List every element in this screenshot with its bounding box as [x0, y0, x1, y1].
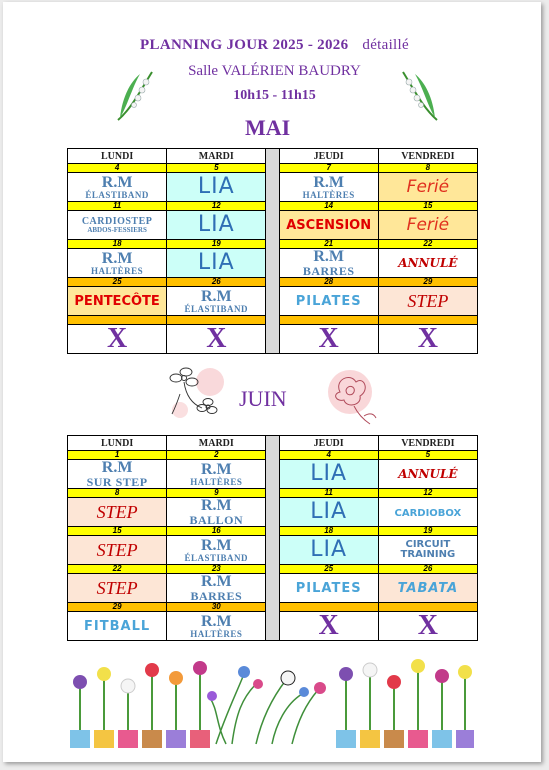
date-number: 19 [378, 527, 477, 536]
course-cell [279, 612, 378, 641]
course-title: FITBALL [84, 619, 151, 634]
course-cell [167, 287, 266, 316]
course-cell [279, 173, 378, 202]
course-title: LIA [197, 174, 235, 199]
date-number: 22 [68, 565, 167, 574]
date-number: 16 [167, 527, 266, 536]
date-number: 18 [68, 240, 167, 249]
pink-rose-icon [320, 364, 382, 428]
course-cell [167, 249, 266, 278]
course-cell [167, 498, 266, 527]
date-number: 5 [167, 164, 266, 173]
course-title: CARDIOSTEP [81, 215, 153, 227]
date-number: 26 [378, 565, 477, 574]
course-cell [68, 287, 167, 316]
course-cell [68, 498, 167, 527]
course-cell [167, 612, 266, 641]
course-cell [378, 536, 477, 565]
course-cell [279, 574, 378, 603]
course-title: R.M [200, 497, 232, 514]
course-title: R.M [200, 460, 232, 478]
date-number: 12 [167, 202, 266, 211]
course-title: R.M [101, 459, 133, 476]
no-class-mark: X [318, 610, 339, 641]
course-detail: HALTÈRES [302, 189, 355, 200]
date-number: 8 [378, 164, 477, 173]
course-cell [68, 574, 167, 603]
course-cell [167, 574, 266, 603]
course-detail: BALLON [189, 513, 244, 527]
course-cell [167, 460, 266, 489]
course-detail: TRAINING [400, 549, 456, 560]
date-number: 14 [279, 202, 378, 211]
course-detail: HALTÈRES [190, 628, 243, 639]
flower-sketch-icon [162, 360, 228, 422]
holiday-label: Ferié [406, 176, 450, 197]
course-cell [279, 325, 378, 354]
date-number: 26 [167, 278, 266, 287]
date-number: 25 [68, 278, 167, 287]
day-header: VENDREDI [378, 149, 477, 164]
date-number: 1 [68, 451, 167, 460]
course-title: LIA [197, 212, 235, 237]
month-label-juin: JUIN [239, 386, 287, 411]
course-cell [167, 173, 266, 202]
date-number: 2 [167, 451, 266, 460]
holiday-label: Ferié [406, 214, 450, 235]
course-title: R.M [200, 287, 232, 305]
date-number: 21 [279, 240, 378, 249]
date-number: 18 [279, 527, 378, 536]
course-cell [378, 249, 477, 278]
date-number: 4 [279, 451, 378, 460]
course-cell [378, 612, 477, 641]
course-cell [378, 287, 477, 316]
day-header: LUNDI [68, 149, 167, 164]
course-cell [167, 325, 266, 354]
course-cell [378, 574, 477, 603]
course-cell [279, 498, 378, 527]
course-title: R.M [313, 248, 344, 265]
course-cell [378, 498, 477, 527]
column-separator [266, 436, 279, 641]
course-cell [279, 211, 378, 240]
day-header: MARDI [167, 436, 266, 451]
holiday-label: ASCENSION [286, 218, 372, 233]
course-title: PILATES [295, 581, 362, 596]
course-title: R.M [200, 573, 232, 590]
course-detail: HALTÈRES [190, 476, 243, 487]
course-cell [279, 249, 378, 278]
day-header: JEUDI [279, 436, 378, 451]
lily-of-the-valley-icon [395, 68, 443, 122]
course-title: STEP [96, 501, 138, 522]
no-class-mark: X [106, 323, 128, 354]
course-cell [279, 460, 378, 489]
planning-table-juin [67, 435, 478, 641]
course-cell [378, 211, 477, 240]
date-number: 25 [279, 565, 378, 574]
no-class-mark: X [417, 610, 438, 641]
date-number: 9 [167, 489, 266, 498]
cancelled-label: ANNULÉ [398, 256, 458, 270]
course-detail: ABDOS-FESSIERS [87, 225, 147, 234]
holiday-label: PENTECÔTE [74, 294, 160, 309]
date-number: 29 [68, 603, 167, 612]
cancelled-label: ANNULÉ [398, 467, 458, 481]
page-title [0, 37, 549, 54]
no-class-mark: X [417, 323, 438, 354]
course-title: CARDIOBOX [394, 508, 462, 519]
course-title: R.M [200, 612, 232, 630]
course-cell [68, 173, 167, 202]
date-number: 28 [279, 278, 378, 287]
course-cell [68, 460, 167, 489]
course-cell [378, 460, 477, 489]
date-number: 7 [279, 164, 378, 173]
course-detail: ÉLASTIBAND [85, 189, 149, 200]
course-cell [279, 536, 378, 565]
course-cell [68, 211, 167, 240]
course-detail: SUR STEP [86, 475, 148, 489]
course-title: R.M [200, 536, 232, 554]
hours-line: 10h15 - 11h15 [233, 88, 316, 103]
course-cell [378, 173, 477, 202]
course-title: LIA [310, 461, 348, 486]
venue-line: Salle VALÉRIEN BAUDRY [188, 63, 361, 79]
course-title: CIRCUIT [405, 539, 451, 550]
day-header: VENDREDI [378, 436, 477, 451]
day-header-row [68, 149, 478, 164]
course-title: STEP [407, 290, 449, 311]
date-number: 4 [68, 164, 167, 173]
month-label-mai: MAI [245, 115, 291, 140]
no-class-mark: X [206, 323, 227, 354]
date-number: 23 [167, 565, 266, 574]
day-header: JEUDI [279, 149, 378, 164]
date-number: 12 [378, 489, 477, 498]
course-detail: ÉLASTIBAND [184, 552, 249, 563]
day-header: MARDI [167, 149, 266, 164]
course-detail: BARRES [302, 264, 355, 278]
date-number: 5 [378, 451, 477, 460]
course-title: STEP [96, 539, 138, 560]
day-header-row [68, 436, 478, 451]
date-number: 11 [68, 202, 167, 211]
course-cell [68, 612, 167, 641]
no-class-mark: X [318, 323, 339, 354]
course-detail: BARRES [190, 589, 243, 603]
course-title: LIA [310, 499, 348, 524]
course-cell [68, 249, 167, 278]
date-number: 15 [68, 527, 167, 536]
course-cell [167, 211, 266, 240]
date-number: 11 [279, 489, 378, 498]
date-number: 30 [167, 603, 266, 612]
course-cell [167, 536, 266, 565]
lily-of-the-valley-icon [112, 68, 160, 122]
course-title: R.M [101, 249, 133, 267]
course-cell [68, 536, 167, 565]
course-title: STEP [96, 577, 138, 598]
course-cell [68, 325, 167, 354]
date-number: 8 [68, 489, 167, 498]
course-title: R.M [101, 173, 133, 191]
day-header: LUNDI [68, 436, 167, 451]
date-number: 22 [378, 240, 477, 249]
date-number: 19 [167, 240, 266, 249]
course-title: TABATA [397, 581, 459, 596]
spring-flowers-border-icon [66, 654, 478, 750]
course-cell [378, 325, 477, 354]
title-suffix: détaillé [362, 37, 409, 53]
course-title: R.M [313, 173, 344, 191]
date-number: 29 [378, 278, 477, 287]
course-title: LIA [197, 250, 235, 275]
course-detail: HALTÈRES [91, 265, 144, 276]
course-title: LIA [310, 537, 348, 562]
course-detail: ÉLASTIBAND [184, 303, 249, 314]
date-number: 15 [378, 202, 477, 211]
planning-table-mai [67, 148, 478, 354]
title-main: PLANNING JOUR 2025 - 2026 [140, 37, 349, 53]
column-separator [266, 149, 279, 354]
course-title: PILATES [295, 294, 362, 309]
course-cell [279, 287, 378, 316]
